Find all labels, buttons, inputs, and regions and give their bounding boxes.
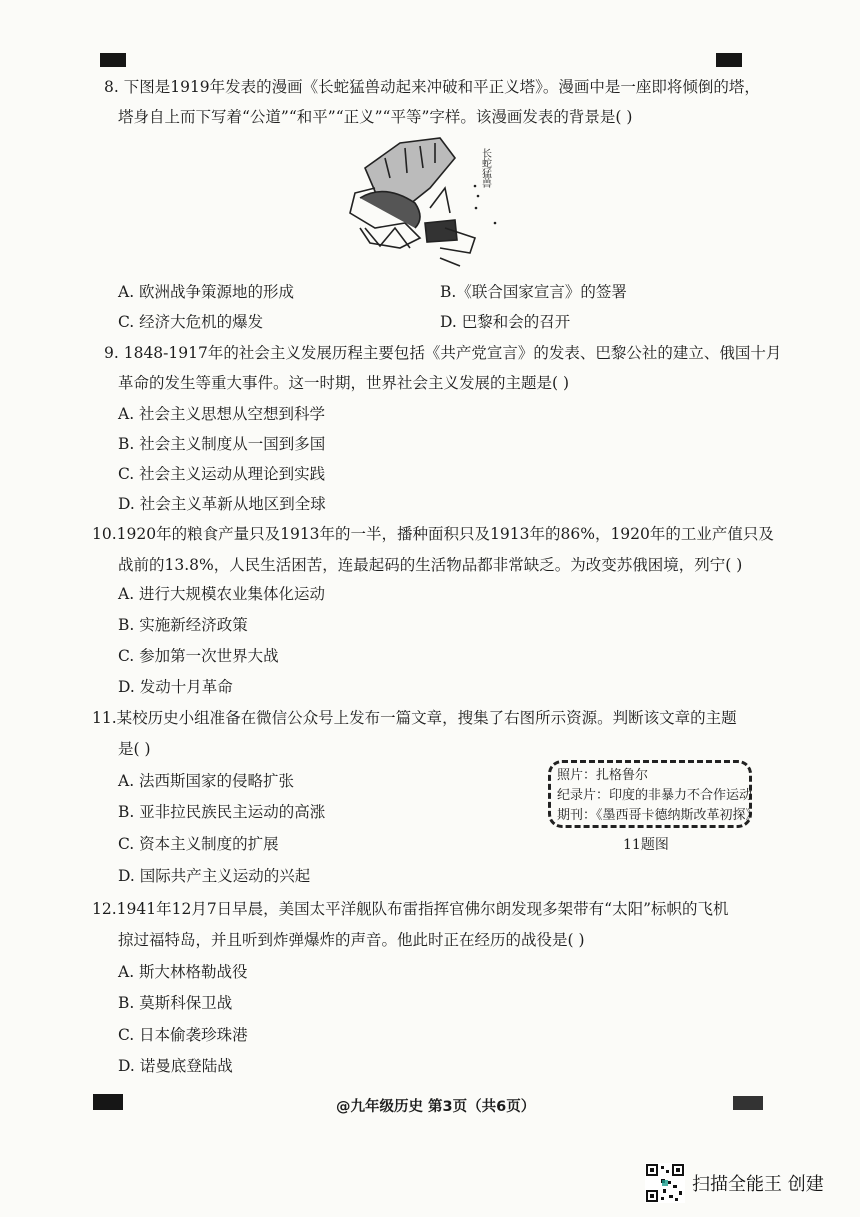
q9-stem-line1: 9. 1848-1917年的社会主义发展历程主要包括《共产党宣言》的发表、巴黎公社的建立、俄国十月 <box>104 344 782 362</box>
q12-option-b[interactable]: B. 莫斯科保卫战 <box>118 994 233 1012</box>
q9-stem-line2: 革命的发生等重大事件。这一时期，世界社会主义发展的主题是( ) <box>118 374 570 392</box>
q9-option-c[interactable]: C. 社会主义运动从理论到实践 <box>118 465 326 483</box>
registration-mark-top-left <box>100 53 126 67</box>
q9-option-b[interactable]: B. 社会主义制度从一国到多国 <box>118 435 326 453</box>
q8-option-b[interactable]: B.《联合国家宣言》的签署 <box>440 283 627 301</box>
q8-cartoon-image <box>345 128 505 268</box>
q11-option-a[interactable]: A. 法西斯国家的侵略扩张 <box>118 772 295 790</box>
q11-figure-caption: 11题图 <box>623 837 669 853</box>
q11-option-b[interactable]: B. 亚非拉民族民主运动的高涨 <box>118 803 326 821</box>
q11-stem-line2: 是( ) <box>118 740 151 758</box>
tower-cartoon-drawing <box>345 128 505 268</box>
q11-resource-box <box>548 760 759 828</box>
q12-option-c[interactable]: C. 日本偷袭珍珠港 <box>118 1026 248 1044</box>
registration-mark-bottom-left <box>93 1094 123 1110</box>
q10-option-a[interactable]: A. 进行大规模农业集体化运动 <box>118 585 326 603</box>
q10-option-d[interactable]: D. 发动十月革命 <box>118 678 233 696</box>
q8-option-d[interactable]: D. 巴黎和会的召开 <box>440 313 571 331</box>
q10-stem-line1: 10.1920年的粮食产量只及1913年的一半，播种面积只及1913年的86%，1920年的工业产值只及 <box>92 525 774 543</box>
q8-stem-line2: 塔身自上而下写着“公道”“和平”“正义”“平等”字样。该漫画发表的背景是( ) <box>118 108 633 126</box>
registration-mark-bottom-right <box>733 1096 763 1110</box>
q12-option-d[interactable]: D. 诺曼底登陆战 <box>118 1057 233 1075</box>
q8-stem-line1: 8. 下图是1919年发表的漫画《长蛇猛兽动起来冲破和平正义塔》。漫画中是一座即将倾倒的塔， <box>104 78 760 96</box>
q10-stem-line2: 战前的13.8%，人民生活困苦，连最起码的生活物品都非常缺乏。为改变苏俄困境，列宁( ) <box>118 556 743 574</box>
q8-option-c[interactable]: C. 经济大危机的爆发 <box>118 313 264 331</box>
cartoon-caption-text: 长蛇猛兽 <box>479 148 491 188</box>
q9-option-a[interactable]: A. 社会主义思想从空想到科学 <box>118 405 326 423</box>
q11-option-d[interactable]: D. 国际共产主义运动的兴起 <box>118 867 311 885</box>
scanner-brand-label: 扫描全能王 创建 <box>692 1174 824 1195</box>
q11-box-film: 纪录片：印度的非暴力不合作运动 <box>557 788 753 803</box>
registration-mark-top-right <box>716 53 742 67</box>
q12-stem-line1: 12.1941年12月7日早晨，美国太平洋舰队布雷指挥官佛尔朗发现多架带有“太阳”标帜的飞机 <box>92 900 729 918</box>
q12-stem-line2: 掠过福特岛，并且听到炸弹爆炸的声音。他此时正在经历的战役是( ) <box>118 931 585 949</box>
q11-box-photo: 照片：扎格鲁尔 <box>557 768 649 783</box>
page-footer: @九年级历史 第3页（共6页） <box>336 1099 536 1115</box>
q10-option-b[interactable]: B. 实施新经济政策 <box>118 616 248 634</box>
q8-option-a[interactable]: A. 欧洲战争策源地的形成 <box>118 283 295 301</box>
q11-option-c[interactable]: C. 资本主义制度的扩展 <box>118 835 279 853</box>
q11-box-journal: 期刊：《墨西哥卡德纳斯改革初探》 <box>557 808 759 823</box>
qr-code-icon <box>645 1163 685 1203</box>
q11-stem-line1: 11.某校历史小组准备在微信公众号上发布一篇文章，搜集了右图所示资源。判断该文章的主题 <box>92 709 737 727</box>
q10-option-c[interactable]: C. 参加第一次世界大战 <box>118 647 279 665</box>
q9-option-d[interactable]: D. 社会主义革新从地区到全球 <box>118 495 326 513</box>
q12-option-a[interactable]: A. 斯大林格勒战役 <box>118 963 248 981</box>
